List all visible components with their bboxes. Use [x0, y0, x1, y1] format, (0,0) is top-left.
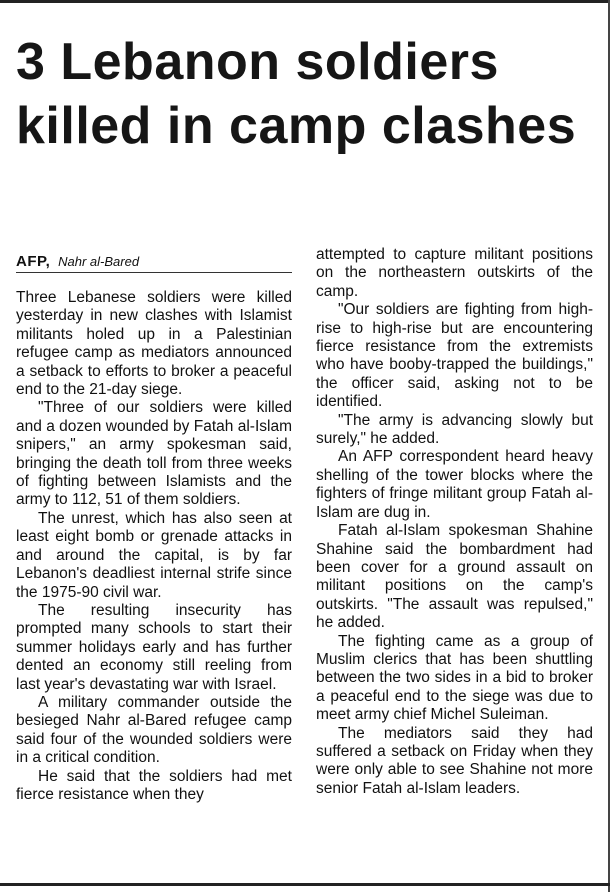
- bottom-rule: [0, 883, 610, 886]
- paragraph: "Three of our soldiers were killed and a dozen wounded by Fatah al-Islam snipers," an army spokesman said, bringing the death toll from three weeks of fighting between Islamists and the army to 112, 51 of them soldiers.: [16, 399, 292, 509]
- paragraph-continued: attempted to capture militant positions on the northeastern outskirts of the camp.: [316, 246, 593, 300]
- byline-dateline: Nahr al-Bared: [58, 254, 140, 269]
- paragraph: Fatah al-Islam spokesman Shahine Shahine said the bombardment had been cover for a ground assault on militant positions on the camp's outskirts. "The assault was repulsed," he added.: [316, 522, 593, 632]
- paragraph: The mediators said they had suffered a setback on Friday when they were only able to see Shahine not more senior Fatah al-Islam leaders.: [316, 724, 593, 797]
- article-column-left: [16, 289, 292, 804]
- paragraph: An AFP correspondent heard heavy shelling of the tower blocks where the fighters of fringe militant group Fatah al-Islam are dug in.: [316, 448, 593, 521]
- top-rule: [0, 0, 610, 3]
- paragraph: The unrest, which has also seen at least eight bomb or grenade attacks in and around the capital, is by far Lebanon's deadliest internal strife since the 1975-90 civil war.: [16, 509, 292, 601]
- paragraph: He said that the soldiers had met fierce resistance when they: [16, 767, 292, 803]
- paragraph: Three Lebanese soldiers were killed yesterday in new clashes with Islamist militants holed up in a Palestinian refugee camp as mediators announced a setback to efforts to broker a peaceful end to the 21-day siege.: [16, 289, 292, 399]
- paragraph: "Our soldiers are fighting from high-rise to high-rise but are encountering fierce resistance from the extremists who have booby-trapped the buildings," the officer said, asking not to be identified.: [316, 301, 593, 411]
- paragraph: "The army is advancing slowly but surely," he added.: [316, 411, 593, 448]
- paragraph: The fighting came as a group of Muslim clerics that has been shuttling between the two sides in a bid to broker a peaceful end to the siege was due to meet army chief Michel Suleiman.: [316, 632, 593, 724]
- article-column-right: [316, 246, 593, 798]
- paragraph: A military commander outside the besieged Nahr al-Bared refugee camp said four of the wounded soldiers were in a critical condition.: [16, 693, 292, 767]
- byline-agency: AFP,: [16, 253, 51, 270]
- byline: [16, 250, 292, 273]
- headline: 3 Lebanon soldiers killed in camp clashes: [16, 33, 577, 155]
- paragraph: The resulting insecurity has prompted many schools to start their summer holidays early and has further dented an economy still reeling from last year's devastating war with Israel.: [16, 601, 292, 693]
